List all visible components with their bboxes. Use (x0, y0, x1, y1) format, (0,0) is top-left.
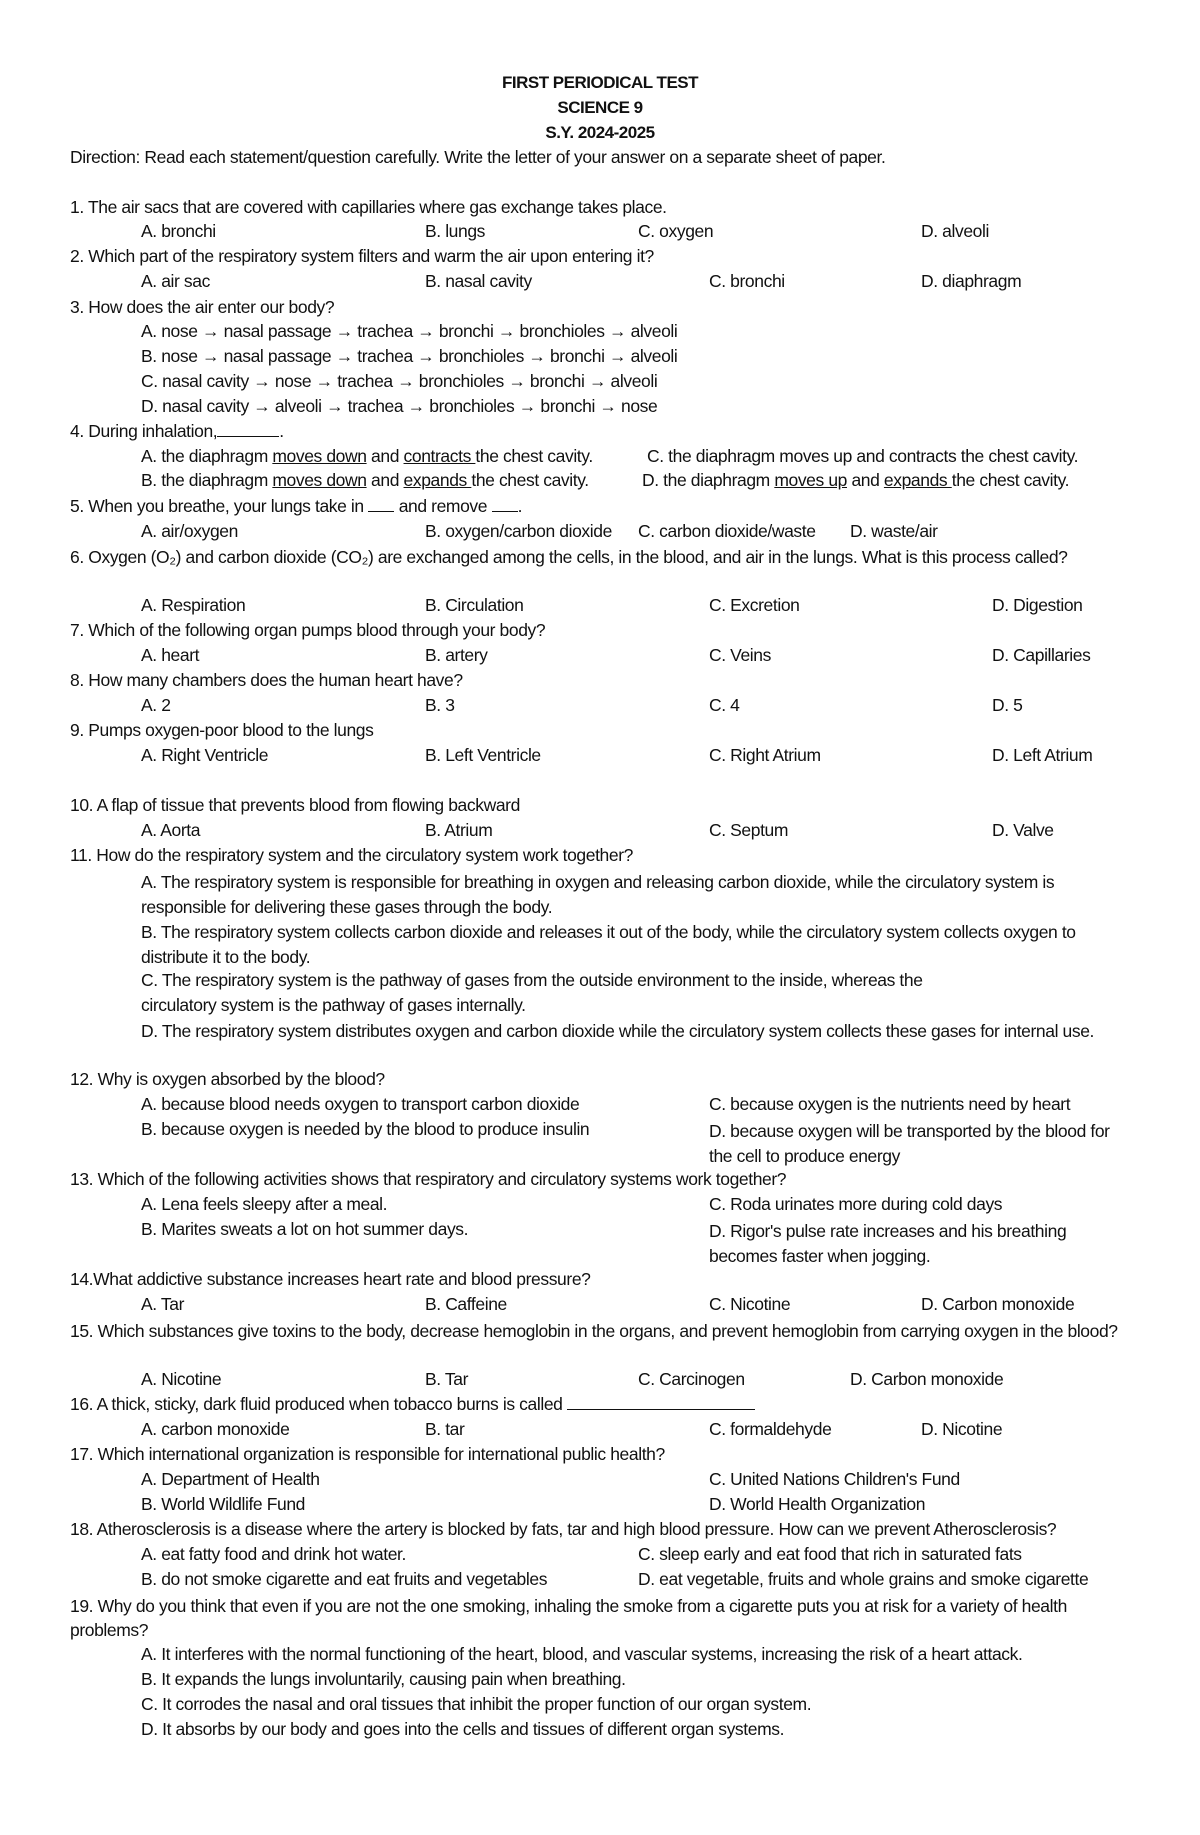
q9-option-b: B. Left Ventricle (425, 745, 541, 765)
q16-option-a: A. carbon monoxide (141, 1419, 290, 1439)
question-4: 4. During inhalation, . (70, 421, 284, 441)
q2-option-d: D. diaphragm (921, 271, 1022, 291)
q11-option-c-line2: circulatory system is the pathway of gases internally. (141, 995, 526, 1015)
q18-option-d: D. eat vegetable, fruits and whole grains and smoke cigarette (638, 1569, 1089, 1589)
q14-option-a: A. Tar (141, 1294, 184, 1314)
q10-option-a: A. Aorta (141, 820, 201, 840)
question-9: 9. Pumps oxygen-poor blood to the lungs (70, 720, 374, 740)
q5-option-a: A. air/oxygen (141, 521, 238, 541)
q10-option-c: C. Septum (709, 820, 789, 840)
q12-option-b: B. because oxygen is needed by the blood to produce insulin (141, 1119, 590, 1139)
q12-option-a: A. because blood needs oxygen to transport carbon dioxide (141, 1094, 580, 1114)
q4-option-d: D. the diaphragm moves up and expands the chest cavity. (642, 470, 1070, 490)
q1-option-a: A. bronchi (141, 221, 216, 241)
q3-option-d: D. nasal cavity → alveoli → trachea → bronchioles → bronchi → nose (141, 396, 658, 416)
question-14: 14.What addictive substance increases heart rate and blood pressure? (70, 1269, 591, 1289)
q17-option-a: A. Department of Health (141, 1469, 320, 1489)
q12-option-d: D. because oxygen will be transported by the blood for the cell to produce energy (709, 1121, 1110, 1166)
q14-option-c: C. Nicotine (709, 1294, 791, 1314)
q13-option-a: A. Lena feels sleepy after a meal. (141, 1194, 388, 1214)
q11-option-b: B. The respiratory system collects carbon dioxide and releases it out of the body, while the circulatory system collects oxygen to distribute it to the body. (141, 922, 1076, 967)
q15-option-d: D. Carbon monoxide (850, 1369, 1004, 1389)
q2-option-c: C. bronchi (709, 271, 785, 291)
q9-option-d: D. Left Atrium (992, 745, 1093, 765)
q11-option-d: D. The respiratory system distributes oxygen and carbon dioxide while the circulatory system collects these gases for internal use. (141, 1021, 1095, 1041)
q14-option-d: D. Carbon monoxide (921, 1294, 1075, 1314)
q16-option-d: D. Nicotine (921, 1419, 1003, 1439)
question-7: 7. Which of the following organ pumps blood through your body? (70, 620, 546, 640)
question-5: 5. When you breathe, your lungs take in and remove . (70, 496, 523, 516)
question-3: 3. How does the air enter our body? (70, 297, 335, 317)
answer-blank (217, 422, 279, 437)
q7-option-a: A. heart (141, 645, 200, 665)
q8-option-d: D. 5 (992, 695, 1023, 715)
test-title: FIRST PERIODICAL TEST (501, 73, 699, 92)
q5-option-d: D. waste/air (850, 521, 938, 541)
q11-option-c-line1: C. The respiratory system is the pathway of gases from the outside environment to the inside, whereas the (141, 970, 923, 990)
q18-option-b: B. do not smoke cigarette and eat fruits and vegetables (141, 1569, 548, 1589)
q4-text: 4. During inhalation, (70, 421, 218, 441)
question-1: 1. The air sacs that are covered with capillaries where gas exchange takes place. (70, 197, 667, 217)
question-8: 8. How many chambers does the human heart have? (70, 670, 463, 690)
q13-option-b: B. Marites sweats a lot on hot summer days. (141, 1219, 469, 1239)
q15-option-a: A. Nicotine (141, 1369, 222, 1389)
question-6: 6. Oxygen (O₂) and carbon dioxide (CO₂) are exchanged among the cells, in the blood, and air in the lungs. What is this process called? (70, 547, 1068, 567)
q8-option-c: C. 4 (709, 695, 740, 715)
q16-option-c: C. formaldehyde (709, 1419, 832, 1439)
q7-option-c: C. Veins (709, 645, 771, 665)
q12-option-c: C. because oxygen is the nutrients need by heart (709, 1094, 1071, 1114)
q1-option-d: D. alveoli (921, 221, 989, 241)
q13-option-c: C. Roda urinates more during cold days (709, 1194, 1003, 1214)
q19-option-d: D. It absorbs by our body and goes into the cells and tissues of different organ systems. (141, 1719, 785, 1739)
q4-option-c: C. the diaphragm moves up and contracts the chest cavity. (647, 446, 1079, 466)
question-12: 12. Why is oxygen absorbed by the blood? (70, 1069, 385, 1089)
q11-option-a: A. The respiratory system is responsible for breathing in oxygen and releasing carbon dioxide, while the circulatory system is responsible for delivering these gases through the body. (141, 872, 1055, 917)
question-16: 16. A thick, sticky, dark fluid produced when tobacco burns is called (70, 1394, 755, 1415)
school-year: S.Y. 2024-2025 (545, 123, 655, 142)
q5-option-c: C. carbon dioxide/waste (638, 521, 816, 541)
q17-option-c: C. United Nations Children's Fund (709, 1469, 960, 1489)
q2-option-a: A. air sac (141, 271, 210, 291)
question-18: 18. Atherosclerosis is a disease where the artery is blocked by fats, tar and high blood pressure. How can we prevent Atherosclerosis? (70, 1519, 1057, 1539)
q5-option-b: B. oxygen/carbon dioxide (425, 521, 612, 541)
test-header (0, 70, 1200, 145)
q19-option-c: C. It corrodes the nasal and oral tissues that inhibit the proper function of our organ system. (141, 1694, 812, 1714)
q1-option-b: B. lungs (425, 221, 486, 241)
q19-option-b: B. It expands the lungs involuntarily, causing pain when breathing. (141, 1669, 626, 1689)
test-subject: SCIENCE 9 (557, 98, 643, 117)
q14-option-b: B. Caffeine (425, 1294, 507, 1314)
direction-text: Direction: Read each statement/question carefully. Write the letter of your answer on a separate sheet of paper. (70, 147, 886, 167)
q10-option-d: D. Valve (992, 820, 1054, 840)
q9-option-a: A. Right Ventricle (141, 745, 269, 765)
q2-option-b: B. nasal cavity (425, 271, 532, 291)
q8-option-b: B. 3 (425, 695, 455, 715)
question-10: 10. A flap of tissue that prevents blood from flowing backward (70, 795, 520, 815)
q8-option-a: A. 2 (141, 695, 171, 715)
q3-option-b: B. nose → nasal passage → trachea → bronchioles → bronchi → alveoli (141, 346, 678, 366)
q4-option-b: B. the diaphragm moves down and expands the chest cavity. (141, 470, 589, 490)
q3-option-a: A. nose → nasal passage → trachea → bronchi → bronchioles → alveoli (141, 321, 678, 341)
q15-option-b: B. Tar (425, 1369, 468, 1389)
q4-option-a: A. the diaphragm moves down and contracts the chest cavity. (141, 446, 593, 466)
q17-option-d: D. World Health Organization (709, 1494, 926, 1514)
q1-option-c: C. oxygen (638, 221, 714, 241)
q10-option-b: B. Atrium (425, 820, 493, 840)
q6-option-d: D. Digestion (992, 595, 1083, 615)
q7-option-d: D. Capillaries (992, 645, 1091, 665)
q15-option-c: C. Carcinogen (638, 1369, 745, 1389)
q6-option-b: B. Circulation (425, 595, 524, 615)
q6-option-a: A. Respiration (141, 595, 246, 615)
question-15: 15. Which substances give toxins to the body, decrease hemoglobin in the organs, and prevent hemoglobin from carrying oxygen in the blood? (70, 1321, 1118, 1341)
question-2: 2. Which part of the respiratory system filters and warm the air upon entering it? (70, 246, 654, 266)
question-17: 17. Which international organization is responsible for international public health? (70, 1444, 665, 1464)
q18-option-a: A. eat fatty food and drink hot water. (141, 1544, 406, 1564)
q18-option-c: C. sleep early and eat food that rich in saturated fats (638, 1544, 1022, 1564)
q19-option-a: A. It interferes with the normal functioning of the heart, blood, and vascular systems, increasing the risk of a heart attack. (141, 1644, 1023, 1664)
question-13: 13. Which of the following activities shows that respiratory and circulatory systems work together? (70, 1169, 787, 1189)
q7-option-b: B. artery (425, 645, 488, 665)
question-19: 19. Why do you think that even if you are not the one smoking, inhaling the smoke from a cigarette puts you at risk for a variety of health problems? (70, 1596, 1067, 1640)
q17-option-b: B. World Wildlife Fund (141, 1494, 305, 1514)
question-11: 11. How do the respiratory system and the circulatory system work together? (70, 845, 633, 865)
q6-option-c: C. Excretion (709, 595, 800, 615)
q9-option-c: C. Right Atrium (709, 745, 821, 765)
q16-option-b: B. tar (425, 1419, 465, 1439)
q13-option-d: D. Rigor's pulse rate increases and his breathing becomes faster when jogging. (709, 1221, 1067, 1266)
q3-option-c: C. nasal cavity → nose → trachea → bronchioles → bronchi → alveoli (141, 371, 658, 391)
